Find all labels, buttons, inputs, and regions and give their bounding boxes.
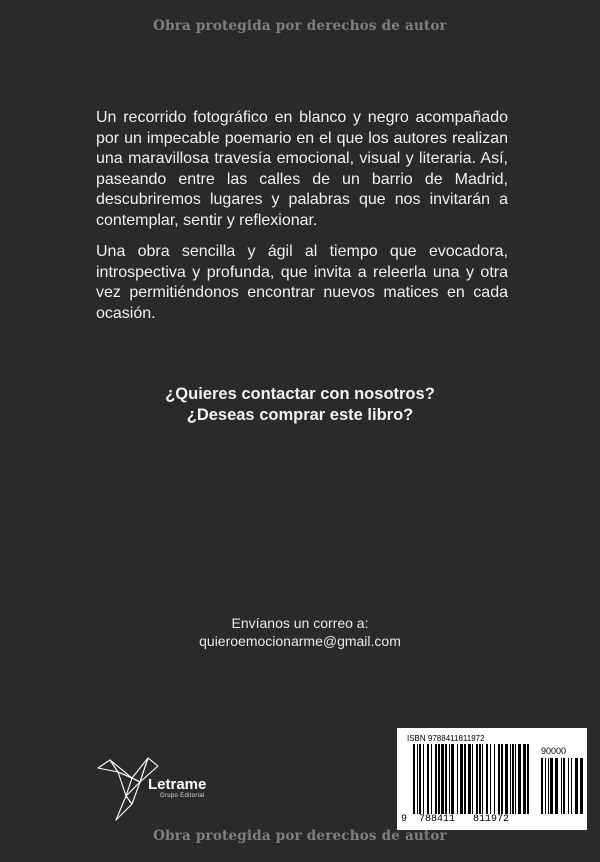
barcode-bar (482, 744, 483, 814)
barcode-bar (501, 744, 503, 814)
barcode-bar (580, 758, 583, 814)
barcode-bar (460, 744, 463, 814)
barcode-bar (515, 744, 516, 814)
question-contact: ¿Quieres contactar con nosotros? (165, 385, 435, 403)
barcode-bar (457, 744, 458, 814)
contact-questions (0, 384, 600, 425)
isbn-barcode (397, 728, 587, 830)
barcode-bar (464, 744, 466, 814)
barcode-bar (494, 744, 495, 814)
barcode-bar (561, 758, 562, 814)
watermark-top: Obra protegida por derechos de autor (153, 18, 447, 34)
barcode-digits-left: 788411 (419, 814, 456, 825)
barcode-bar (490, 744, 491, 814)
barcode-bar (527, 744, 529, 814)
barcode-bar (505, 744, 508, 814)
barcode-addon-number: 90000 (541, 746, 567, 756)
barcode-bar (545, 758, 546, 814)
barcode-digits-right: 811972 (473, 814, 510, 825)
synopsis-paragraph-1: Un recorrido fotográfico en blanco y negro acompañado por un impecable poemario en el que los autores realizan una maravillosa travesía emocional, visual y literaria. Así, paseando entre las calles de un barrio de Madrid, descubriremos lugares y palabras que nos invitarán a contemplar, sentir y reflexionar. (96, 109, 508, 229)
barcode-bar (563, 758, 565, 814)
barcode-bar (512, 744, 514, 814)
barcode-bar (555, 758, 558, 814)
barcode-bar (417, 744, 418, 814)
contact-email[interactable]: quieroemocionarme@gmail.com (199, 633, 401, 649)
barcode-bar (541, 758, 543, 814)
barcode-bar (468, 744, 471, 814)
publisher-subtitle: Grupo Editorial (160, 793, 205, 799)
isbn-label: ISBN 9788411811972 (407, 734, 485, 743)
barcode-bar (510, 744, 511, 814)
question-buy: ¿Deseas comprar este libro? (186, 405, 414, 424)
barcode-bar (413, 744, 415, 814)
barcode-bar (498, 744, 500, 814)
barcode-bar (449, 744, 450, 814)
barcode-bar (523, 744, 526, 814)
barcode-bar (423, 744, 424, 814)
barcode-bar (518, 744, 521, 814)
barcode-bar (435, 744, 437, 814)
barcode-bar (568, 758, 569, 814)
barcode-bar (451, 744, 454, 814)
barcode-bar (445, 744, 447, 814)
barcode-bar (548, 758, 549, 814)
synopsis-paragraph-2: Una obra sencilla y ágil al tiempo que evocadora, introspectiva y profunda, que invita a releerla una y otra vez permitiéndonos encontrar nuevos matices en cada ocasión. (96, 243, 508, 322)
barcode-bar (476, 744, 478, 814)
barcode-bar (571, 758, 572, 814)
barcode-bar (441, 744, 444, 814)
contact-label: Envíanos un correo a: (231, 615, 369, 631)
barcode-digit-first: 9 (401, 814, 408, 825)
watermark-bottom: Obra protegida por derechos de autor (153, 828, 447, 844)
barcode-bar (479, 744, 481, 814)
barcode-bar (438, 744, 440, 814)
barcode-bar (427, 744, 429, 814)
barcode-bar (575, 758, 578, 814)
barcode-bar (486, 744, 488, 814)
contact-block (0, 614, 600, 650)
barcode-bar (472, 744, 473, 814)
barcode-bar (550, 758, 553, 814)
publisher-name: Letrame (148, 776, 207, 793)
barcode-bar (419, 744, 421, 814)
barcode-bar (431, 744, 432, 814)
